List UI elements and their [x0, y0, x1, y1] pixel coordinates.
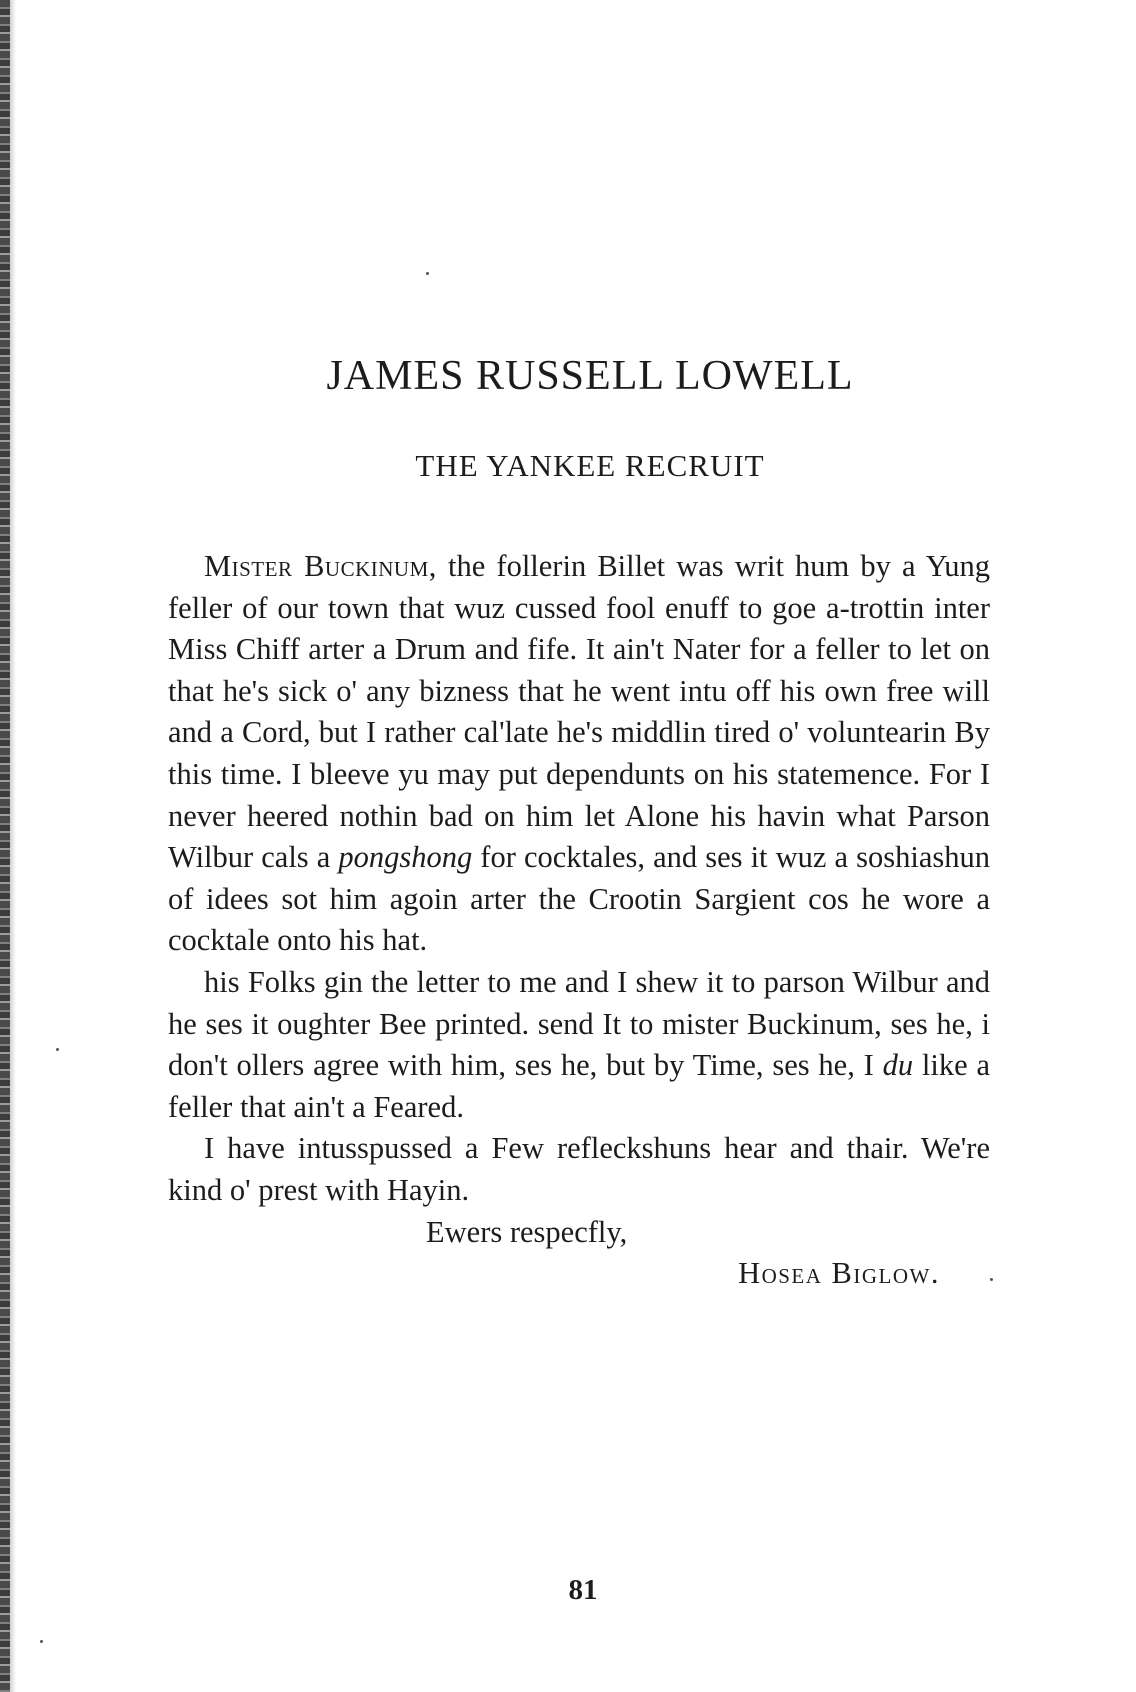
scan-speck	[56, 1048, 59, 1051]
paragraph-1	[168, 546, 990, 962]
gutter-shadow	[10, 0, 16, 1692]
paragraph-2	[168, 962, 990, 1128]
addressee: Mister Buckinum,	[204, 549, 437, 583]
paragraph-2-text: his Folks gin the letter to me and I shew it to parson Wilbur and he ses it oughter Bee printed. send It to mister Buckinum, ses he, i don't ollers agree with him, ses he, but by Time, ses he, I	[168, 964, 990, 1083]
paragraph-3: I have intusspussed a Few refleckshuns hear and thair. We're kind o' prest with Hayin.	[168, 1131, 990, 1207]
signature: Hosea Biglow.	[738, 1256, 940, 1291]
paragraph-1-text: the follerin Billet was writ hum by a Yung feller of our town that wuz cussed fool enuff to goe a-trottin inter Miss Chiff arter a Drum and fife. It ain't Nater for a feller to let on that he's sick o' any bizness that he went intu off his own free will and a Cord, but I rather cal'late he's middlin tired o' voluntearin By this time. I bleeve yu may put dependunts on his statemence. For I never heered nothin bad on him let Alone his havin what Parson Wilbur cals a	[168, 549, 990, 875]
letter-body	[168, 546, 990, 1295]
author-heading: JAMES RUSSELL LOWELL	[326, 353, 854, 399]
poem-title: THE YANKEE RECRUIT	[415, 448, 765, 483]
scan-speck	[990, 1278, 993, 1281]
closing-line: Ewers respecfly,	[426, 1214, 628, 1249]
scan-speck	[426, 272, 429, 275]
paragraph-1-tail: for cocktales, and ses it wuz a soshiashun of idees sot him agoin arter the Crootin Sargient cos he wore a cocktale onto his hat.	[168, 840, 990, 958]
italic-word: pongshong	[338, 840, 473, 875]
italic-word: du	[882, 1048, 914, 1083]
page-number: 81	[568, 1574, 598, 1606]
scan-speck	[40, 1640, 43, 1643]
book-gutter	[0, 0, 10, 1692]
paragraph-2-tail: like a feller that ain't a Feared.	[168, 1048, 991, 1124]
